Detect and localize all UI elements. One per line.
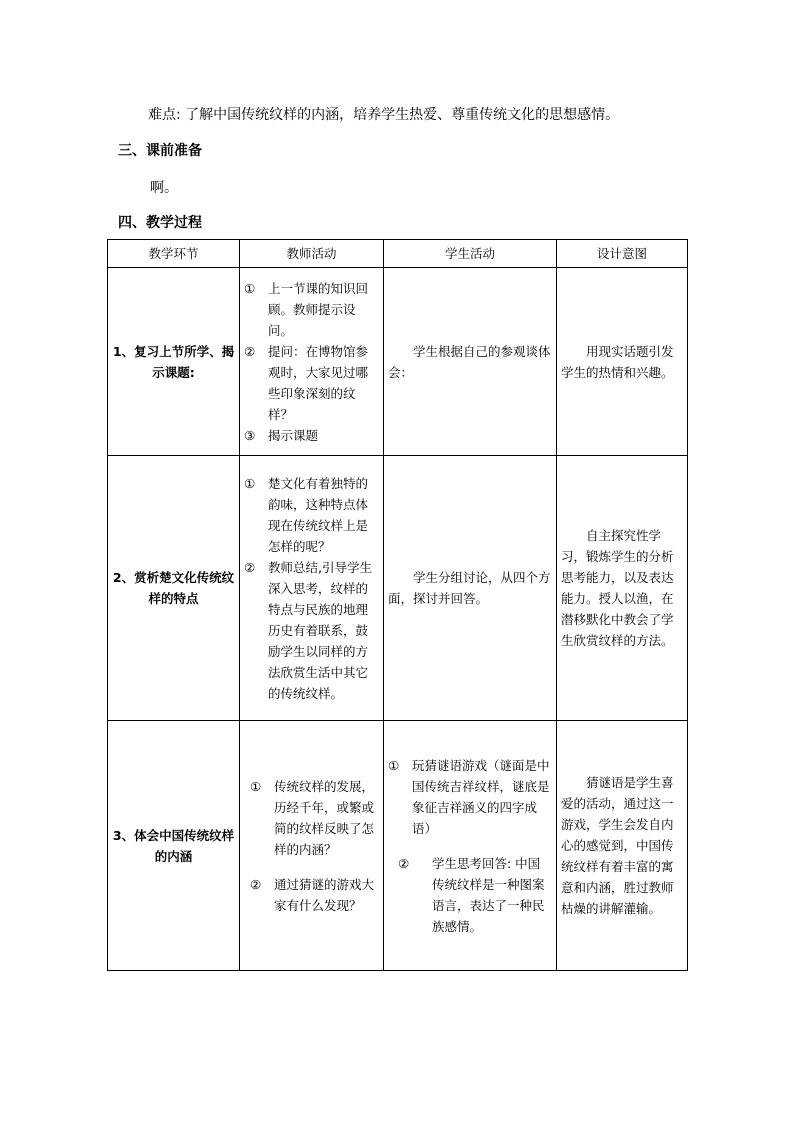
table-row <box>108 721 688 971</box>
teacher-cell <box>240 268 384 456</box>
item-text: 学生思考回答: 中国传统纹样是一种图案语言，表达了一种民族感情。 <box>432 855 545 934</box>
segment-label: 1、复习上节所学、揭示课题: <box>112 343 235 380</box>
item-text: 揭示课题 <box>268 427 319 443</box>
student-cell <box>384 456 557 721</box>
item-text: 提问：在博物馆参观时，大家见过哪些印象深刻的纹样？ <box>268 343 369 422</box>
item-number: ① <box>244 475 256 491</box>
item-number: ② <box>244 559 256 575</box>
item-number: ① <box>388 757 400 773</box>
list-item <box>244 278 379 341</box>
difficulty-text: 难点: 了解中国传统纹样的内涵，培养学生热爱、尊重传统文化的思想感情。 <box>148 107 620 123</box>
list-item <box>388 755 552 839</box>
item-number: ② <box>244 343 256 359</box>
list-item <box>244 425 379 446</box>
list-item <box>244 341 379 425</box>
item-text: 传统纹样的发展，历经千年，或繁或简的纹样反映了怎样的内涵？ <box>274 778 375 857</box>
item-number: ③ <box>244 427 256 443</box>
header-teacher: 教师活动 <box>240 240 384 268</box>
teacher-cell <box>240 456 384 721</box>
item-text: 上一节课的知识回顾。教师提示设问。 <box>268 280 369 338</box>
table-header-row <box>108 240 688 268</box>
header-student: 学生活动 <box>384 240 557 268</box>
item-number: ② <box>398 855 410 871</box>
intent-cell <box>557 268 688 456</box>
item-text: 教师总结,引导学生深入思考，纹样的特点与民族的地理历史有着联系，鼓励学生以同样的方法欣赏生活中其它的传统纹样。 <box>268 559 372 701</box>
intent-cell <box>557 721 688 971</box>
segment-cell <box>108 721 240 971</box>
segment-label: 2、赏析楚文化传统纹样的特点 <box>112 570 235 606</box>
item-text: 玩猜谜语游戏（谜面是中国传统吉祥纹样，谜底是象征吉祥涵义的四字成语） <box>412 757 550 836</box>
student-cell <box>384 721 557 971</box>
student-cell <box>384 268 557 456</box>
item-number: ① <box>250 778 262 794</box>
item-number: ② <box>250 876 262 892</box>
intent-text: 猜谜语是学生喜爱的活动，通过这一游戏，学生会发自内心的感觉到，中国传统纹样有着丰富的寓意和内涵，胜过教师枯燥的讲解灌输。 <box>561 775 674 916</box>
teaching-process-table <box>107 239 688 971</box>
list-item <box>250 776 379 860</box>
segment-cell <box>108 456 240 721</box>
list-item <box>244 557 379 704</box>
item-text: 通过猜谜的游戏大家有什么发现？ <box>274 876 375 913</box>
section3-text: 啊。 <box>150 180 178 196</box>
student-text: 学生分组讨论，从四个方面，探讨并回答。 <box>388 570 551 606</box>
list-item <box>250 874 379 916</box>
list-item <box>244 473 379 557</box>
segment-cell <box>108 268 240 456</box>
header-intent: 设计意图 <box>557 240 688 268</box>
table-row <box>108 268 688 456</box>
section4-heading: 四、教学过程 <box>118 215 202 231</box>
item-number: ① <box>244 280 256 296</box>
teacher-cell <box>240 721 384 971</box>
segment-label: 3、体会中国传统纹样的内涵 <box>112 827 235 864</box>
table-row <box>108 456 688 721</box>
item-text: 楚文化有着独特的韵味，这种特点体现在传统纹样上是怎样的呢？ <box>268 475 369 554</box>
header-segment: 教学环节 <box>108 240 240 268</box>
student-text: 学生根据自己的参观谈体会： <box>388 343 551 380</box>
intent-text: 自主探究性学习，锻炼学生的分析思考能力，以及表达能力。授人以渔，在潜移默化中教会了学生欣赏纹样的方法。 <box>561 528 674 648</box>
intent-text: 用现实话题引发学生的热情和兴趣。 <box>561 343 674 380</box>
section3-heading: 三、课前准备 <box>118 143 202 159</box>
intent-cell <box>557 456 688 721</box>
list-item <box>388 853 552 937</box>
